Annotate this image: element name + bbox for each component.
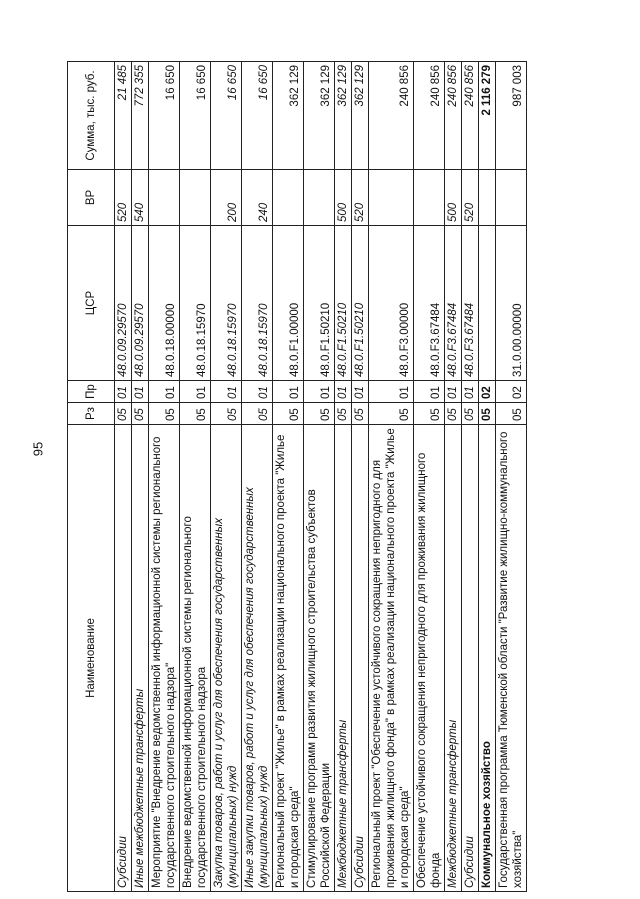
cell-csr: 48.0.18.15970 [180, 226, 211, 381]
cell-csr: 48.0.F1.00000 [273, 226, 304, 381]
header-rz: Рз [68, 403, 115, 425]
table-row [496, 62, 527, 892]
cell-sum: 240 856 [369, 62, 414, 170]
cell-csr: 48.0.18.00000 [149, 226, 180, 381]
cell-rz: 05 [273, 403, 304, 425]
cell-sum: 16 650 [211, 62, 242, 170]
cell-rz: 05 [132, 403, 149, 425]
cell-vr [414, 170, 445, 226]
header-row [68, 62, 115, 892]
cell-vr [149, 170, 180, 226]
table-row [352, 62, 369, 892]
cell-rz: 05 [496, 403, 527, 425]
cell-pr: 02 [479, 381, 496, 403]
cell-name: Региональный проект "Жилье" в рамках реализации национального проекта "Жилье и городская среда" [273, 425, 304, 892]
cell-csr: 48.0.F1.50210 [335, 226, 352, 381]
budget-table [67, 61, 527, 892]
cell-sum: 240 856 [445, 62, 462, 170]
cell-csr: 48.0.F3.67484 [462, 226, 479, 381]
budget-table-rotated [67, 62, 557, 892]
cell-csr [479, 226, 496, 381]
table-row [132, 62, 149, 892]
cell-name: Закупка товаров, работ и услуг для обеспечения государственных (муниципальных) нужд [211, 425, 242, 892]
cell-csr: 48.0.09.29570 [132, 226, 149, 381]
cell-rz: 05 [335, 403, 352, 425]
cell-vr [180, 170, 211, 226]
cell-pr: 01 [273, 381, 304, 403]
cell-name: Внедрение ведомственной информационной системы регионального государственного строительного надзора [180, 425, 211, 892]
cell-name: Мероприятие "Внедрение ведомственной информационной системы регионального государственного строительного надзора" [149, 425, 180, 892]
cell-sum: 2 116 279 [479, 62, 496, 170]
cell-rz: 05 [304, 403, 335, 425]
cell-rz: 05 [242, 403, 273, 425]
cell-rz: 05 [115, 403, 132, 425]
table-row [180, 62, 211, 892]
cell-rz: 05 [479, 403, 496, 425]
cell-csr: 48.0.F3.67484 [445, 226, 462, 381]
header-vr: ВР [68, 170, 115, 226]
cell-vr [273, 170, 304, 226]
cell-rz: 05 [369, 403, 414, 425]
cell-sum: 21 485 [115, 62, 132, 170]
table-row [462, 62, 479, 892]
table-row [211, 62, 242, 892]
table-row [273, 62, 304, 892]
cell-sum: 362 129 [335, 62, 352, 170]
cell-name: Субсидии [352, 425, 369, 892]
cell-name: Субсидии [462, 425, 479, 892]
header-csr: ЦСР [68, 226, 115, 381]
cell-csr: 48.0.F3.00000 [369, 226, 414, 381]
cell-sum: 16 650 [180, 62, 211, 170]
cell-pr: 01 [369, 381, 414, 403]
cell-pr: 01 [132, 381, 149, 403]
cell-vr [479, 170, 496, 226]
cell-name: Субсидии [115, 425, 132, 892]
cell-pr: 01 [352, 381, 369, 403]
cell-vr: 540 [132, 170, 149, 226]
cell-pr: 01 [149, 381, 180, 403]
cell-sum: 362 129 [304, 62, 335, 170]
cell-name: Иные закупки товаров, работ и услуг для обеспечения государственных (муниципальных) нужд [242, 425, 273, 892]
cell-vr: 520 [462, 170, 479, 226]
cell-pr: 01 [242, 381, 273, 403]
header-name: Наименование [68, 425, 115, 892]
cell-vr: 200 [211, 170, 242, 226]
cell-pr: 01 [462, 381, 479, 403]
cell-rz: 05 [445, 403, 462, 425]
cell-name: Обеспечение устойчивого сокращения непригодного для проживания жилищного фонда [414, 425, 445, 892]
cell-rz: 05 [352, 403, 369, 425]
cell-name: Стимулирование программ развития жилищного строительства субъектов Российской Федерации [304, 425, 335, 892]
cell-sum: 362 129 [352, 62, 369, 170]
cell-pr: 01 [335, 381, 352, 403]
cell-sum: 772 355 [132, 62, 149, 170]
table-row [304, 62, 335, 892]
cell-name: Региональный проект "Обеспечение устойчивого сокращения непригодного для проживания жилищного фонда" в рамках реализации национального проекта "Жилье и городская среда" [369, 425, 414, 892]
header-sum: Сумма, тыс. руб. [68, 62, 115, 170]
cell-name: Коммунальное хозяйство [479, 425, 496, 892]
cell-rz: 05 [211, 403, 242, 425]
cell-pr: 01 [180, 381, 211, 403]
cell-pr: 02 [496, 381, 527, 403]
table-row [242, 62, 273, 892]
cell-vr: 500 [335, 170, 352, 226]
cell-csr: 48.0.F3.67484 [414, 226, 445, 381]
table-row [149, 62, 180, 892]
cell-csr: 48.0.F1.50210 [304, 226, 335, 381]
cell-rz: 05 [414, 403, 445, 425]
page-number: 95 [30, 441, 46, 457]
cell-sum: 362 129 [273, 62, 304, 170]
cell-pr: 01 [304, 381, 335, 403]
cell-pr: 01 [445, 381, 462, 403]
cell-sum: 16 650 [242, 62, 273, 170]
table-row [115, 62, 132, 892]
cell-vr: 520 [352, 170, 369, 226]
cell-csr: 48.0.18.15970 [211, 226, 242, 381]
table-row [479, 62, 496, 892]
cell-sum: 240 856 [462, 62, 479, 170]
header-pr: Пр [68, 381, 115, 403]
cell-rz: 05 [180, 403, 211, 425]
table-row [335, 62, 352, 892]
cell-vr: 500 [445, 170, 462, 226]
table-row [414, 62, 445, 892]
cell-pr: 01 [211, 381, 242, 403]
cell-name: Межбюджетные трансферты [335, 425, 352, 892]
cell-vr [369, 170, 414, 226]
cell-rz: 05 [149, 403, 180, 425]
cell-pr: 01 [115, 381, 132, 403]
cell-sum: 240 856 [414, 62, 445, 170]
cell-name: Межбюджетные трансферты [445, 425, 462, 892]
cell-vr: 520 [115, 170, 132, 226]
cell-sum: 16 650 [149, 62, 180, 170]
cell-vr: 240 [242, 170, 273, 226]
cell-csr: 48.0.F1.50210 [352, 226, 369, 381]
cell-csr: 48.0.09.29570 [115, 226, 132, 381]
cell-name: Иные межбюджетные трансферты [132, 425, 149, 892]
cell-name: Государственная программа Тюменской области "Развитие жилищно-коммунального хозяйства" [496, 425, 527, 892]
cell-pr: 01 [414, 381, 445, 403]
cell-csr: 31.0.00.00000 [496, 226, 527, 381]
cell-sum: 987 003 [496, 62, 527, 170]
cell-rz: 05 [462, 403, 479, 425]
table-row [369, 62, 414, 892]
cell-vr [304, 170, 335, 226]
cell-csr: 48.0.18.15970 [242, 226, 273, 381]
table-row [445, 62, 462, 892]
cell-vr [496, 170, 527, 226]
